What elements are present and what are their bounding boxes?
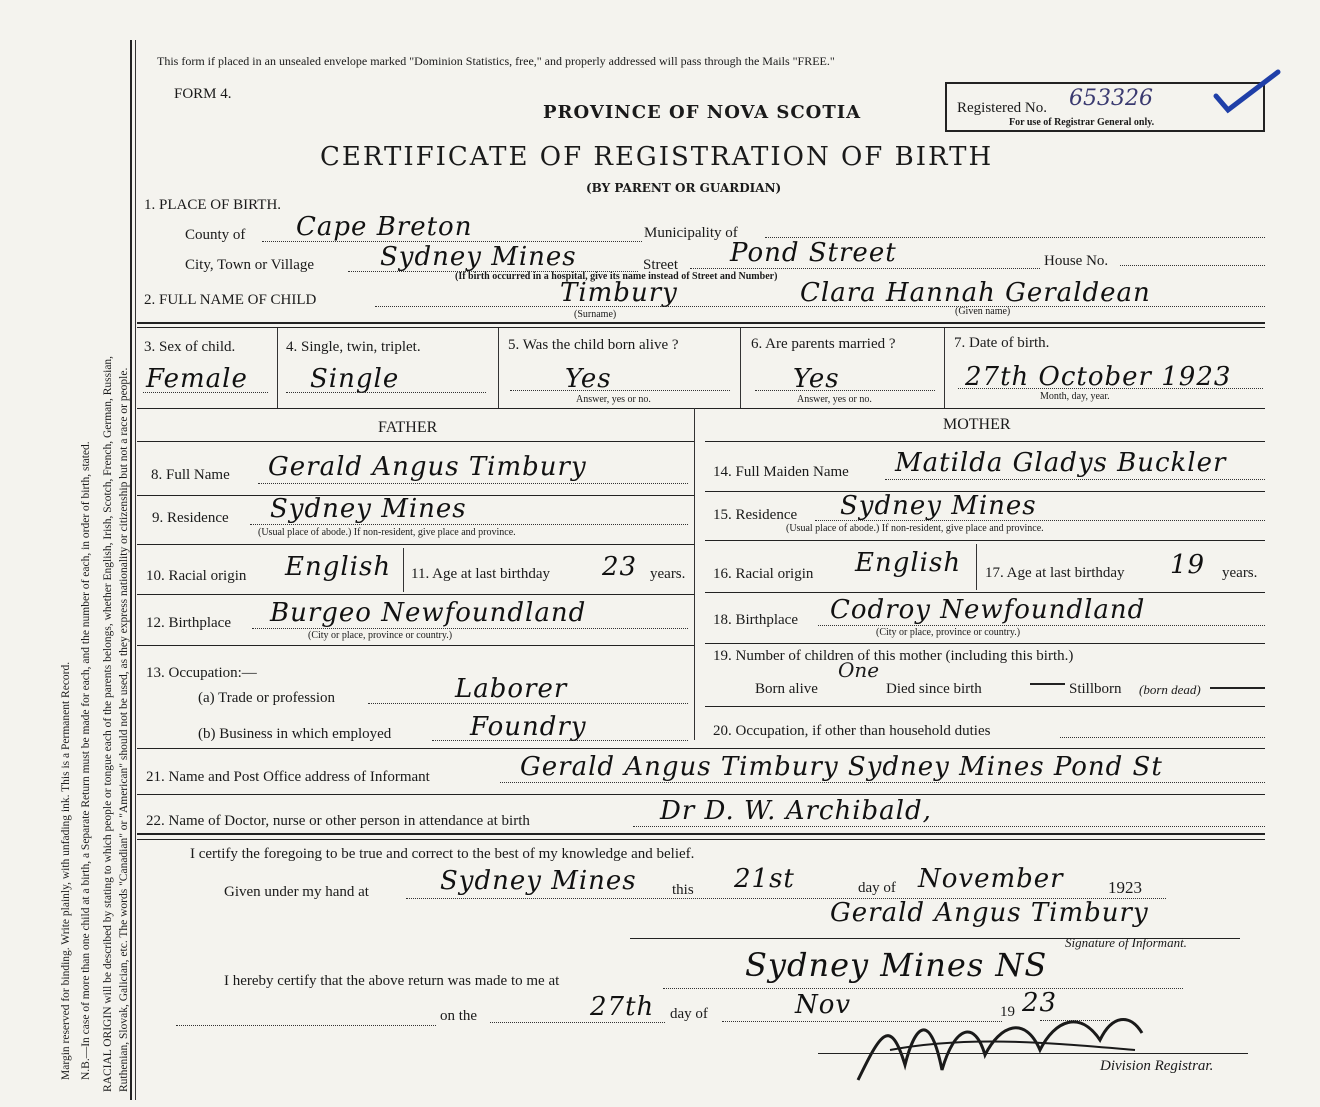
hospital-note: (If birth occurred in a hospital, give its name instead of Street and Number) [455, 271, 778, 282]
business-value: Foundry [470, 712, 587, 742]
margin-racial-origin-note: RACIAL ORIGIN will be described by stating to which people or tongue each of the parents belongs, whether English, Irish, Scotch, French, German, Russian, [102, 355, 114, 1092]
registrar-statement: I hereby certify that the above return was made to me at [224, 973, 560, 989]
dob-label: 7. Date of birth. [954, 335, 1050, 351]
father-race-value: English [285, 552, 392, 582]
margin-rule [130, 40, 132, 1100]
married-value: Yes [793, 364, 840, 394]
given-label: Given under my hand at [224, 884, 369, 900]
mother-birthplace-label: 18. Birthplace [713, 612, 798, 628]
day-of-label: day of [858, 880, 896, 896]
mother-race-value: English [855, 548, 962, 578]
mother-years: years. [1222, 565, 1258, 581]
father-res-note: (Usual place of abode.) If non-resident, give place and province. [258, 527, 516, 538]
given-place: Sydney Mines [440, 866, 637, 896]
registrar-year-prefix: 19 [1000, 1004, 1015, 1020]
mother-age-label: 17. Age at last birthday [985, 565, 1125, 581]
margin-binding-note: Margin reserved for binding. Write plainly, with unfading ink. This is a Permanent Record. [60, 661, 72, 1080]
form-number: FORM 4. [174, 86, 232, 102]
certify-statement: I certify the foregoing to be true and correct to the best of my knowledge and belief. [190, 846, 695, 862]
father-age-value: 23 [602, 552, 638, 582]
father-res-label: 9. Residence [152, 510, 229, 526]
business-label: (b) Business in which employed [198, 726, 392, 742]
informant-value: Gerald Angus Timbury Sydney Mines Pond St [520, 752, 1163, 782]
registrar-signature [850, 995, 1150, 1090]
reg-number: 653326 [1069, 86, 1153, 111]
mother-name-value: Matilda Gladys Buckler [895, 448, 1227, 478]
checkmark-icon [1212, 66, 1282, 116]
margin-rule-inner [135, 40, 136, 1100]
registrar-place: Sydney Mines NS [745, 946, 1048, 984]
county-label: County of [185, 227, 246, 243]
alive-label: 5. Was the child born alive ? [508, 337, 679, 353]
city-value: Sydney Mines [380, 242, 577, 272]
alive-value: Yes [565, 364, 612, 394]
children-label: 19. Number of children of this mother (including this birth.) [713, 648, 1074, 664]
this-label: this [672, 882, 694, 898]
division-registrar-label: Division Registrar. [1100, 1058, 1214, 1074]
trade-value: Laborer [455, 674, 568, 704]
registrar-month: Nov [795, 990, 852, 1020]
mother-race-label: 16. Racial origin [713, 566, 814, 582]
father-years: years. [650, 566, 686, 582]
given-month: November [918, 864, 1064, 894]
father-name-label: 8. Full Name [151, 467, 230, 483]
street-label: Street [643, 257, 678, 273]
registrar-day: 27th [590, 992, 655, 1022]
sex-value: Female [146, 364, 248, 394]
stillborn-dash [1210, 687, 1265, 689]
dob-value: 27th October 1923 [965, 362, 1232, 392]
doctor-value: Dr D. W. Archibald, [660, 796, 932, 826]
mother-res-value: Sydney Mines [840, 491, 1037, 521]
province-heading: PROVINCE OF NOVA SCOTIA [543, 102, 862, 123]
father-res-value: Sydney Mines [270, 494, 467, 524]
page-title: CERTIFICATE OF REGISTRATION OF BIRTH [320, 142, 994, 172]
mother-birthplace-value: Codroy Newfoundland [830, 595, 1146, 625]
registrar-day-of-label: day of [670, 1006, 708, 1022]
father-heading: FATHER [378, 419, 438, 436]
signature-label: Signature of Informant. [1065, 935, 1187, 950]
margin-separate-return-note: N.B.—In case of more than one child at a birth, a Separate Return must be made for each, and the number of each, in order of birth, stated. [80, 441, 92, 1080]
registrar-year: 23 [1022, 988, 1058, 1018]
died-label: Died since birth [886, 681, 982, 697]
mother-heading: MOTHER [943, 416, 1011, 433]
died-dash [1030, 683, 1065, 685]
plural-value: Single [310, 364, 400, 394]
married-label: 6. Are parents married ? [751, 336, 896, 352]
municipality-label: Municipality of [644, 225, 738, 241]
informant-label: 21. Name and Post Office address of Informant [146, 769, 430, 785]
mother-name-label: 14. Full Maiden Name [713, 464, 849, 480]
alive-note: Answer, yes or no. [576, 394, 651, 405]
father-name-value: Gerald Angus Timbury [268, 452, 587, 482]
stillborn-label: Stillborn [1069, 681, 1122, 697]
reg-label: Registered No. [957, 100, 1047, 116]
given-year: 1923 [1108, 878, 1142, 897]
page-subtitle: (BY PARENT OR GUARDIAN) [586, 181, 782, 195]
postal-notice: This form if placed in an unsealed envelope marked "Dominion Statistics, free," and properly addressed will pass through the Mails "FREE." [157, 54, 835, 68]
margin-racial-origin-note-2: Ruthenian, Slovak, Galician, etc. The words "Canadian" or "American" should not be used, as they express nationality or citizenship but not a race or people. [118, 367, 130, 1092]
place-heading: 1. PLACE OF BIRTH. [144, 197, 282, 213]
father-age-label: 11. Age at last birthday [411, 566, 550, 582]
mother-age-value: 19 [1170, 550, 1206, 580]
born-alive-value: One [838, 658, 880, 682]
father-birthplace-note: (City or place, province or country.) [308, 630, 453, 641]
child-name-label: 2. FULL NAME OF CHILD [144, 292, 317, 308]
dob-note: Month, day, year. [1040, 391, 1110, 402]
street-value: Pond Street [730, 238, 897, 268]
child-surname: Timbury [560, 278, 678, 308]
born-alive-label: Born alive [755, 681, 818, 697]
given-note: (Given name) [955, 306, 1011, 317]
given-day: 21st [734, 864, 795, 894]
trade-label: (a) Trade or profession [198, 690, 336, 706]
on-the-label: on the [440, 1008, 478, 1024]
county-value: Cape Breton [296, 212, 473, 242]
mother-occupation-label: 20. Occupation, if other than household duties [713, 723, 991, 739]
father-race-label: 10. Racial origin [146, 568, 247, 584]
mother-res-note: (Usual place of abode.) If non-resident, give place and province. [786, 523, 1044, 534]
reg-note: For use of Registrar General only. [1009, 117, 1155, 128]
stillborn-note: (born dead) [1139, 682, 1201, 697]
doctor-label: 22. Name of Doctor, nurse or other person in attendance at birth [146, 813, 530, 829]
father-birthplace-label: 12. Birthplace [146, 615, 231, 631]
plural-label: 4. Single, twin, triplet. [286, 339, 421, 355]
informant-signature: Gerald Angus Timbury [830, 898, 1149, 928]
father-birthplace-value: Burgeo Newfoundland [270, 598, 587, 628]
child-given-name: Clara Hannah Geraldean [800, 278, 1151, 308]
mother-res-label: 15. Residence [713, 507, 798, 523]
sex-label: 3. Sex of child. [144, 339, 236, 355]
married-note: Answer, yes or no. [797, 394, 872, 405]
city-label: City, Town or Village [185, 257, 315, 273]
house-label: House No. [1044, 253, 1109, 269]
occupation-label: 13. Occupation:— [146, 665, 257, 681]
mother-birthplace-note: (City or place, province or country.) [876, 627, 1021, 638]
surname-note: (Surname) [574, 309, 617, 320]
